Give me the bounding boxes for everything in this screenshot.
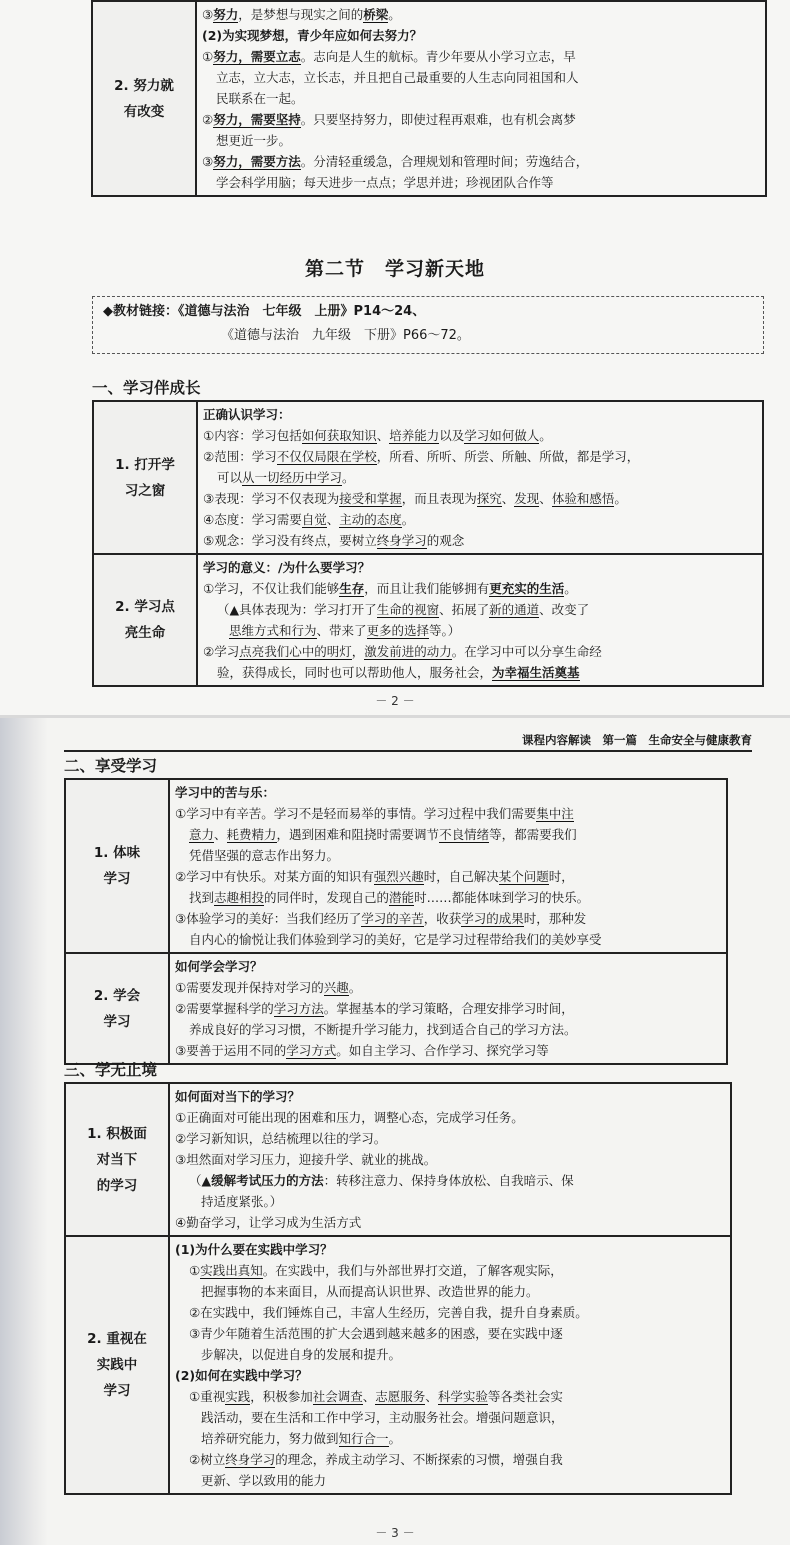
row-label: [65, 953, 169, 1064]
row-label-line: 习之窗: [124, 482, 166, 499]
table-row: [92, 1, 766, 196]
content-line: 验，获得成长，同时也可以帮助他人，服务社会，为幸福生活奠基: [217, 665, 580, 680]
header-rule: [64, 750, 752, 752]
content-line: ②需要掌握科学的学习方法。掌握基本的学习策略，合理安排学习时间，: [175, 1001, 574, 1016]
table-row: [93, 554, 763, 686]
row-label-line: 学习: [103, 1383, 131, 1399]
part-title: 一、学习伴成长: [92, 379, 201, 397]
content-line: (2)为实现梦想，青少年应如何去努力？: [202, 28, 423, 43]
row-label: [93, 401, 197, 554]
row-label: [65, 1083, 169, 1236]
content-line: 养成良好的学习习惯，不断提升学习能力，找到适合自己的学习方法。: [189, 1022, 577, 1037]
content-line: 正确认识学习：: [203, 407, 291, 422]
row-label: [65, 779, 169, 953]
content-line: ②学习中有快乐。对某方面的知识有强烈兴趣时，自己解决某个问题时，: [175, 869, 574, 884]
table-row: [93, 401, 763, 554]
table-row: [65, 1083, 731, 1236]
content-line: ③坦然面对学习压力，迎接升学、就业的挑战。: [175, 1152, 437, 1167]
content-line: ①重视实践，积极参加社会调查、志愿服务、科学实验等各类社会实: [189, 1389, 563, 1404]
content-line: 凭借坚强的意志作出努力。: [189, 848, 340, 863]
content-line: 持适度紧张。）: [201, 1194, 283, 1209]
content-line: ③青少年随着生活范围的扩大会遇到越来越多的困惑，要在实践中逐: [189, 1326, 563, 1341]
content-line: 想更近一步。: [216, 133, 292, 148]
row-content: [169, 1236, 731, 1494]
content-line: ④态度：学习需要自觉、主动的态度。: [203, 512, 415, 527]
content-line: 立志，立大志，立长志，并且把自己最重要的人生志向同祖国和人: [216, 70, 579, 85]
content-line: 学会科学用脑；每天进步一点点；学思并进；珍视团队合作等: [216, 175, 554, 190]
effort-table: [91, 0, 767, 197]
content-line: （▲具体表现为：学习打开了生命的视窗、拓展了新的通道、改变了: [217, 602, 590, 617]
textbook-link-box: [92, 296, 764, 354]
content-line: ①努力，需要立志。志向是人生的航标。青少年要从小学习立志，早: [202, 49, 576, 64]
row-label-line: 1. 打开学: [115, 456, 175, 473]
page-3: [0, 718, 790, 1545]
content-line: 培养研究能力，努力做到知行合一。: [201, 1431, 402, 1446]
content-line: 可以从一切经历中学习。: [217, 470, 355, 485]
content-line: ①正确面对可能出现的困难和压力，调整心态，完成学习任务。: [175, 1110, 524, 1125]
content-line: ②学习新知识，总结梳理以往的学习。: [175, 1131, 387, 1146]
learning-table: [92, 400, 764, 687]
enjoy-learning-table: [64, 778, 728, 1065]
textbook-link-line: ◆教材链接：《道德与法治 七年级 上册》P14～24、: [103, 304, 426, 319]
row-label-line: 对当下: [96, 1151, 138, 1168]
row-content: [196, 1, 766, 196]
row-label-line: 亮生命: [124, 625, 166, 641]
content-line: (2)如何在实践中学习？: [175, 1368, 308, 1383]
row-label-line: 2. 重视在: [87, 1331, 147, 1347]
row-content: [169, 779, 727, 953]
textbook-link-line: 《道德与法治 九年级 下册》P66～72。: [221, 328, 470, 343]
content-line: ①实践出真知。在实践中，我们与外部世界打交道，了解客观实际，: [189, 1263, 563, 1278]
part-title: 三、学无止境: [64, 1061, 158, 1079]
content-line: 学习的意义：/为什么要学习？: [203, 560, 371, 575]
row-content: [197, 401, 763, 554]
row-label-line: 2. 学会: [93, 987, 141, 1004]
page-number: － 3 －: [375, 1526, 415, 1540]
content-line: ②在实践中，我们锤炼自己，丰富人生经历，完善自我，提升自身素质。: [189, 1305, 588, 1320]
table-row: [65, 1236, 731, 1494]
row-label: [65, 1236, 169, 1494]
binding-shadow: [0, 718, 48, 1545]
content-line: ③努力，是梦想与现实之间的桥梁。: [202, 7, 401, 22]
content-line: 学习中的苦与乐：: [175, 785, 276, 800]
row-content: [197, 554, 763, 686]
section-heading: 第二节 学习新天地: [304, 258, 485, 280]
content-line: ②树立终身学习的理念，养成主动学习、不断探索的习惯，增强自我: [189, 1452, 563, 1467]
content-line: ④勤奋学习，让学习成为生活方式: [175, 1215, 362, 1230]
content-line: (1)为什么要在实践中学习？: [175, 1242, 333, 1257]
content-line: 意力、耗费精力，遇到困难和阻挠时需要调节不良情绪等，都需要我们: [189, 827, 577, 842]
content-line: 践活动，要在生活和工作中学习，主动服务社会。增强问题意识，: [201, 1410, 564, 1425]
running-header: 课程内容解读 第一篇 生命安全与健康教育: [522, 733, 752, 747]
endless-learning-table: [64, 1082, 732, 1495]
row-label-line: 的学习: [96, 1177, 138, 1194]
row-content: [169, 953, 727, 1064]
row-content: [169, 1083, 731, 1236]
content-line: 如何学会学习？: [175, 959, 263, 974]
content-line: 民联系在一起。: [216, 91, 304, 106]
content-line: ③表现：学习不仅表现为接受和掌握，而且表现为探究、发现、体验和感悟。: [203, 491, 627, 506]
page-2: [0, 0, 790, 715]
content-line: ①需要发现并保持对学习的兴趣。: [175, 980, 362, 995]
row-label-line: 实践中: [96, 1357, 138, 1373]
content-line: ①学习中有辛苦。学习不是轻而易举的事情。学习过程中我们需要集中注: [175, 806, 574, 821]
table-row: [65, 953, 727, 1064]
content-line: 把握事物的本来面目，从而提高认识世界、改造世界的能力。: [201, 1284, 539, 1299]
part-title: 二、享受学习: [64, 757, 158, 775]
content-line: ③要善于运用不同的学习方式。如自主学习、合作学习、探究学习等: [175, 1043, 549, 1058]
content-line: ②范围：学习不仅仅局限在学校，所看、所听、所尝、所触、所做，都是学习，: [203, 449, 640, 464]
row-label-line: 1. 体味: [93, 845, 141, 861]
row-label-line: 2. 学习点: [115, 599, 175, 615]
row-label-line: 1. 积极面: [87, 1125, 147, 1142]
row-label-line: 学习: [103, 1013, 131, 1030]
page-number: － 2 －: [375, 694, 415, 708]
content-line: ③体验学习的美好：当我们经历了学习的辛苦，收获学习的成果时，那种发: [175, 911, 587, 926]
content-line: 自内心的愉悦让我们体验到学习的美好，它是学习过程带给我们的美妙享受: [189, 932, 602, 947]
row-label: [93, 554, 197, 686]
content-line: 思维方式和行为、带来了更多的选择等。）: [229, 623, 461, 638]
content-line: ②学习点亮我们心中的明灯，激发前进的动力。在学习中可以分享生命经: [203, 644, 602, 659]
content-line: 更新、学以致用的能力: [201, 1473, 327, 1488]
table-row: [65, 779, 727, 953]
row-label-line: 学习: [103, 871, 131, 887]
content-line: ⑤观念：学习没有终点，要树立终身学习的观念: [203, 533, 465, 548]
row-label-line: 有改变: [123, 103, 165, 120]
content-line: ③努力，需要方法。分清轻重缓急，合理规划和管理时间；劳逸结合，: [202, 154, 589, 169]
row-label-line: 2. 努力就: [114, 77, 174, 94]
content-line: 如何面对当下的学习？: [175, 1089, 301, 1104]
content-line: ②努力，需要坚持。只要坚持努力，即使过程再艰难，也有机会离梦: [202, 112, 576, 127]
row-label: [92, 1, 196, 196]
content-line: （▲缓解考试压力的方法：转移注意力、保持身体放松、自我暗示、保: [189, 1173, 574, 1188]
content-line: 找到志趣相投的同伴时，发现自己的潜能时……都能体味到学习的快乐。: [189, 890, 590, 905]
content-line: 步解决，以促进自身的发展和提升。: [201, 1347, 402, 1362]
content-line: ①内容：学习包括如何获取知识、培养能力以及学习如何做人。: [203, 428, 552, 443]
content-line: ①学习，不仅让我们能够生存，而且让我们能够拥有更充实的生活。: [203, 581, 577, 596]
